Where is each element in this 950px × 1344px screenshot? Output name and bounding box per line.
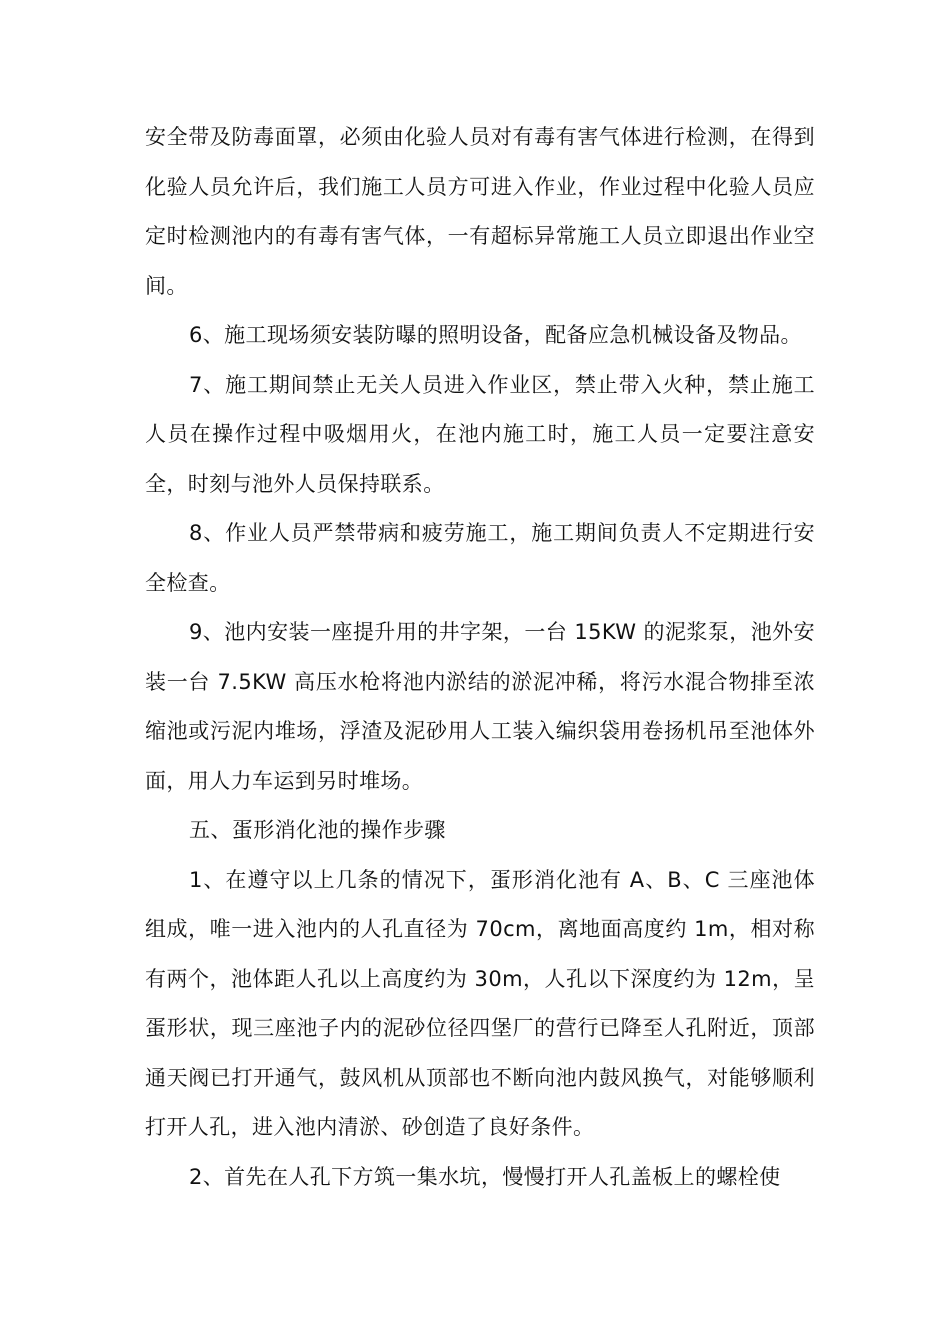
step-paragraph-1: 1、在遵守以上几条的情况下，蛋形消化池有 A、B、C 三座池体组成，唯一进入池内的人孔直径为 70cm，离地面高度约 1m，相对称有两个，池体距人孔以上高度约为 30m，人孔以下深度约为 12m，呈蛋形状，现三座池子内的泥砂位径四堡厂的营行已降至人孔附近，顶部通天阀已打开通气，鼓风机从顶部也不断向池内鼓风换气，对能够顺利打开人孔，进入池内清淤、砂创造了良好条件。 (145, 867, 815, 1139)
paragraph-item-9: 9、池内安装一座提升用的井字架，一台 15KW 的泥浆泵，池外安装一台 7.5KW 高压水枪将池内淤结的淤泥冲稀，将污水混合物排至浓缩池或污泥内堆场，浮渣及泥砂用人工装入编织袋用卷扬机吊至池体外面，用人力车运到另时堆场。 (145, 620, 815, 793)
document-body (145, 113, 815, 1202)
paragraph-item-8: 8、作业人员严禁带病和疲劳施工，施工期间负责人不定期进行安全检查。 (145, 521, 815, 595)
step-paragraph-2: 2、首先在人孔下方筑一集水坑，慢慢打开人孔盖板上的螺栓使 (189, 1164, 781, 1189)
paragraph-item-6: 6、施工现场须安装防曝的照明设备，配备应急机械设备及物品。 (189, 323, 802, 347)
section-heading-5: 五、蛋形消化池的操作步骤 (189, 818, 446, 842)
paragraph-item-7: 7、施工期间禁止无关人员进入作业区，禁止带入火种，禁止施工人员在操作过程中吸烟用火，在池内施工时，施工人员一定要注意安全，时刻与池外人员保持联系。 (145, 372, 815, 496)
paragraph-continuation: 安全带及防毒面罩，必须由化验人员对有毒有害气体进行检测，在得到化验人员允许后，我们施工人员方可进入作业，作业过程中化验人员应定时检测池内的有毒有害气体，一有超标异常施工人员立即退出作业空间。 (145, 125, 815, 298)
